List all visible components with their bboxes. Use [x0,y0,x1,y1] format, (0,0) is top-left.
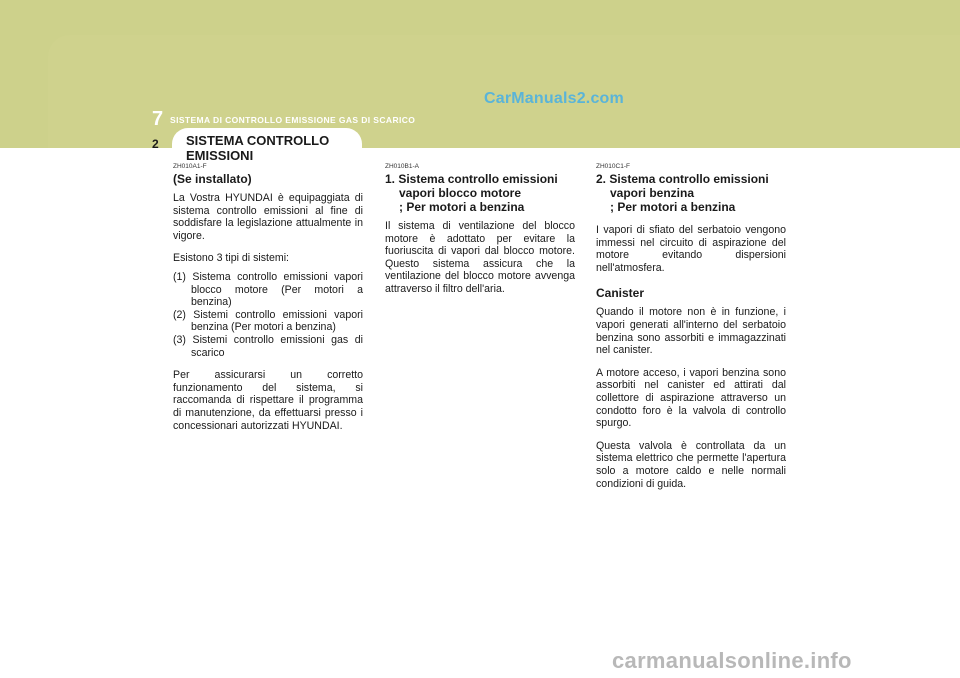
heading-line: vapori blocco motore [399,186,522,200]
column-3 [596,163,786,490]
paragraph: La Vostra HYUNDAI è equipaggiata di sistema controllo emissioni al fine di soddisfare la legislazione attualmente in vigore. [173,192,363,242]
paragraph: A motore acceso, i vapori benzina sono assorbiti nel canister ed attirati dal collettore di aspirazione attraverso un condotto foro è la valvola di controllo spurgo. [596,366,786,430]
paragraph: I vapori di sfiato del serbatoio vengono immessi nel circuito di aspirazione del motore evitando dispersioni nell'atmosfera. [596,224,786,274]
paragraph: Per assicurarsi un corretto funzionamento del sistema, si raccomanda di rispettare il programma di manutenzione, da effettuarsi presso i concessionari autorizzati HYUNDAI. [173,369,363,432]
paragraph: Quando il motore non è in funzione, i vapori generati all'interno del serbatoio benzina sono assorbiti e immagazzinati nel canister. [596,306,786,357]
section-heading: (Se installato) [173,172,252,186]
heading-line: ; Per motori a benzina [399,200,525,214]
section-heading [385,172,575,214]
section-code: ZH010A1-F [173,163,207,170]
column-1 [173,163,363,432]
section-code: ZH010C1-F [596,163,630,170]
heading-line: ; Per motori a benzina [610,200,736,214]
heading-line: 1. Sistema controllo emissioni [385,172,558,186]
heading-line: vapori benzina [610,186,695,200]
subheading-canister: Canister [596,286,645,301]
chapter-title: SISTEMA DI CONTROLLO EMISSIONE GAS DI SCARICO [170,115,416,125]
paragraph: Il sistema di ventilazione del blocco motore è adottato per evitare la fuoriuscita di vapori dal blocco motore. Questo sistema assicura che la ventilazione del blocco motore avvenga attraverso il filtro dell'aria. [385,220,575,295]
section-code: ZH010B1-A [385,163,419,170]
chapter-number: 7 [152,108,164,130]
page-number: 2 [152,137,159,151]
paragraph: Questa valvola è controllata da un sistema elettrico che permette l'apertura solo a motore caldo e nelle normali condizioni di guida. [596,439,786,490]
watermark-top[interactable]: CarManuals2.com [484,90,624,107]
list-item: (3) Sistemi controllo emissioni gas di scarico [173,333,363,359]
list-item: (2) Sistemi controllo emissioni vapori benzina (Per motori a benzina) [173,308,363,334]
heading-line: 2. Sistema controllo emissioni [596,172,769,186]
paragraph: Esistono 3 tipi di sistemi: [173,252,289,265]
watermark-bottom[interactable]: carmanualsonline.info [612,648,852,673]
column-2 [385,163,575,296]
systems-list [173,271,363,359]
section-heading [596,172,786,214]
list-item: (1) Sistema controllo emissioni vapori blocco motore (Per motori a benzina) [173,270,363,309]
section-title: SISTEMA CONTROLLO EMISSIONI [186,133,330,163]
